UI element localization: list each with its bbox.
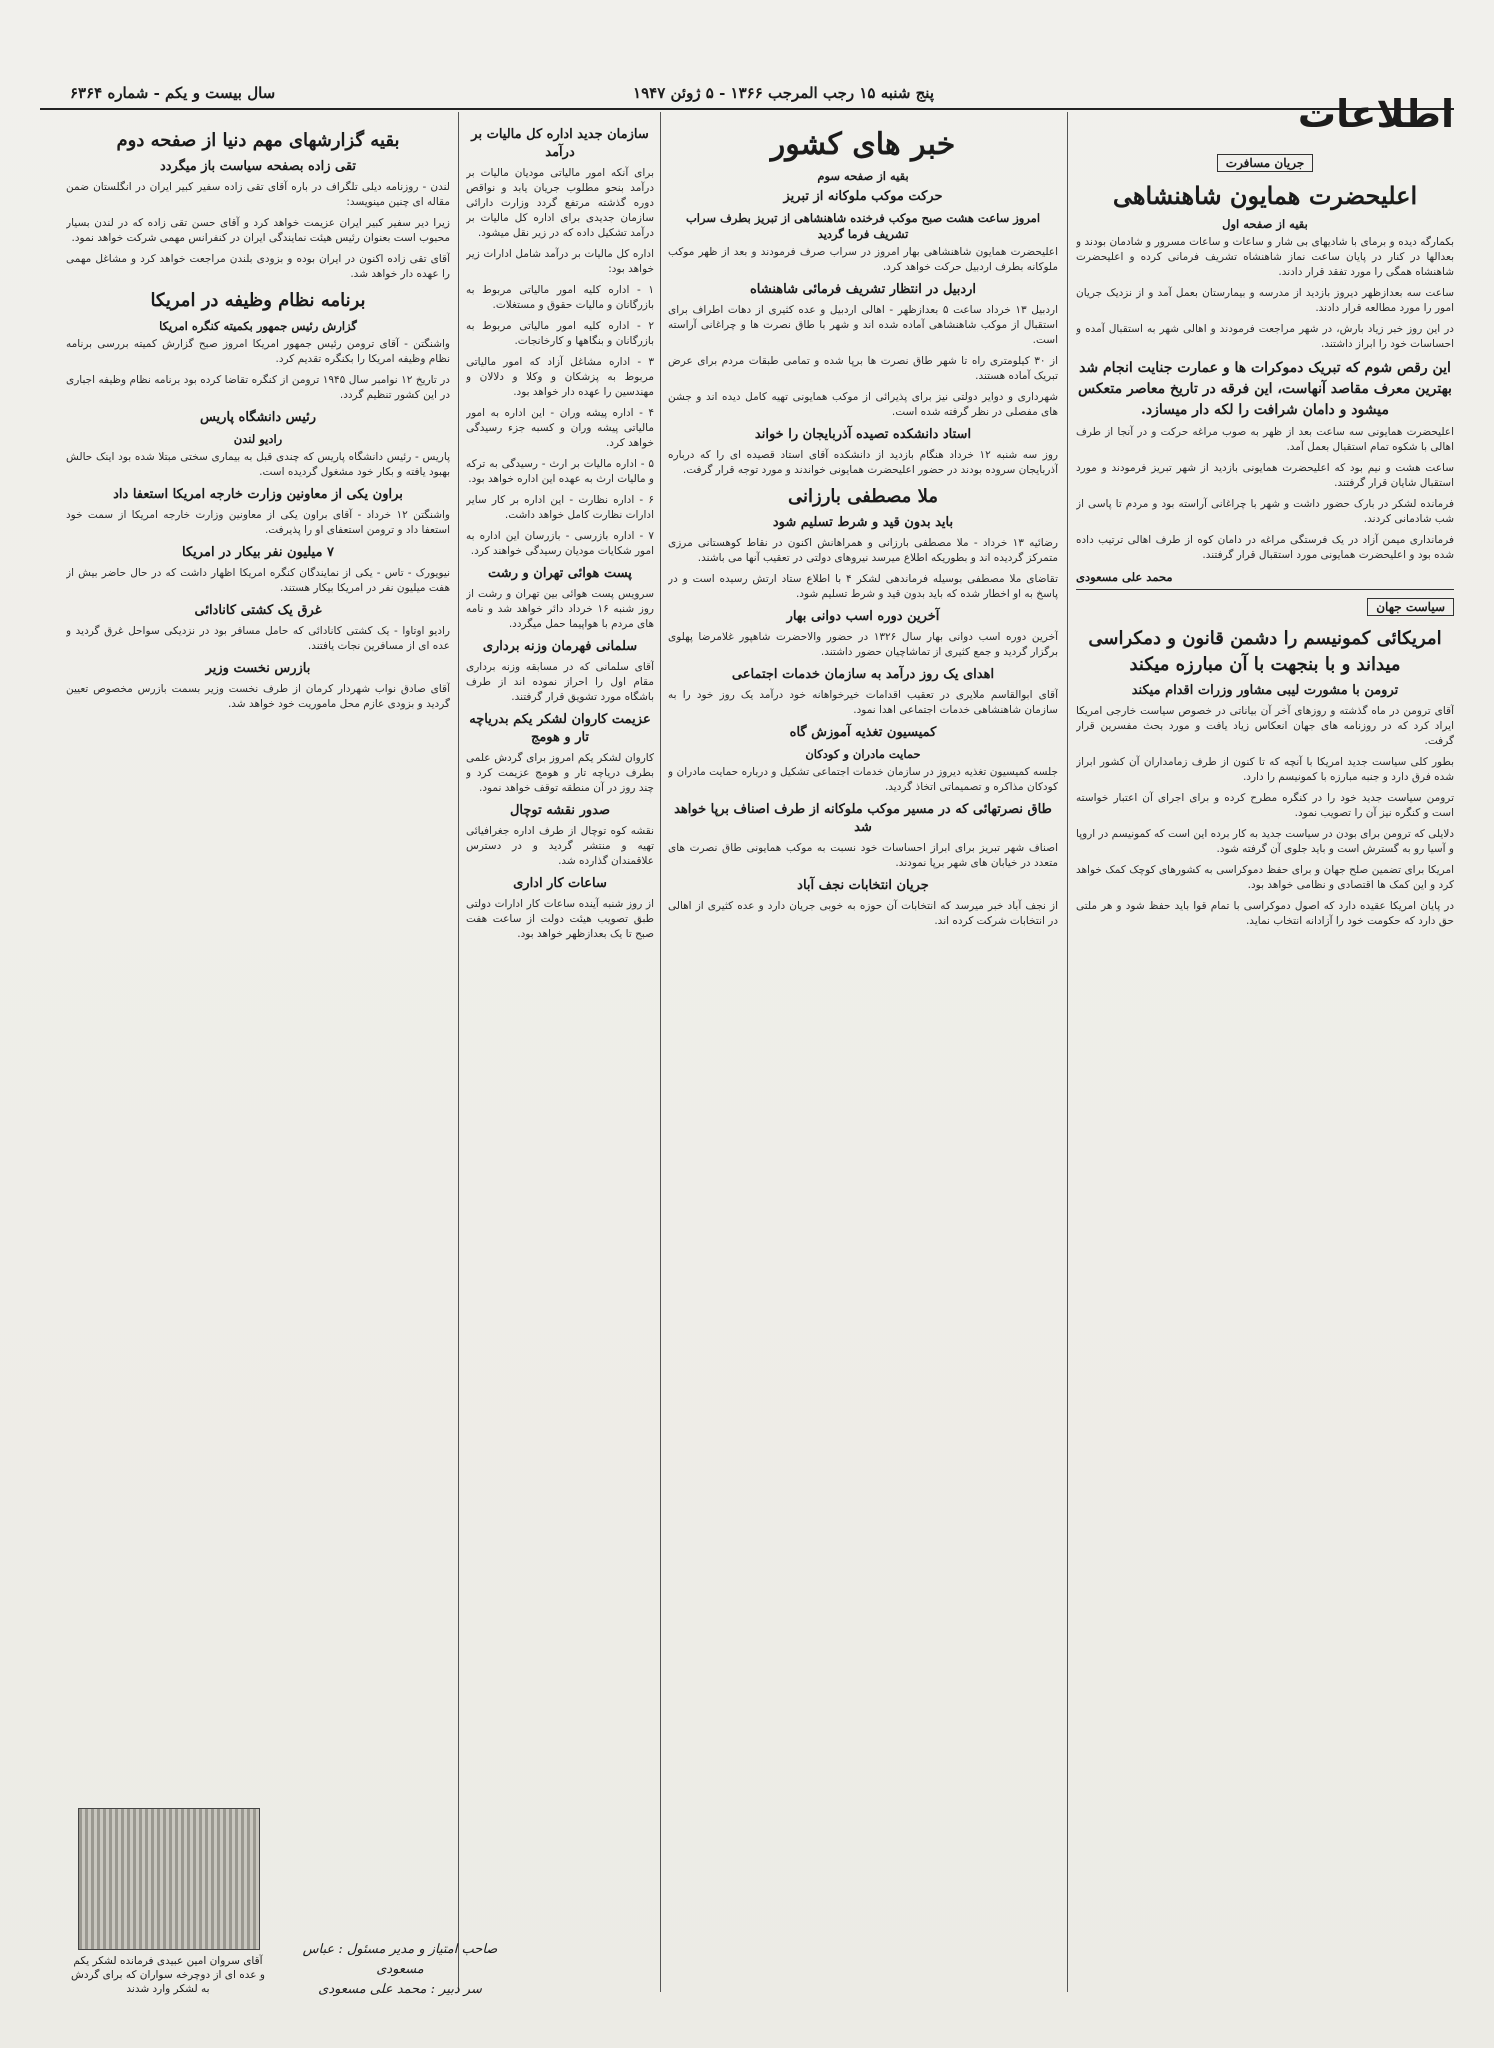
subheadline: رادیو لندن — [233, 432, 283, 446]
byline: محمد علی مسعودی — [1076, 570, 1173, 584]
article-paragraph: سرویس پست هوائی بین تهران و رشت از روز شنبه ۱۶ خرداد دائر خواهد شد و نامه های مردم با هواپیما حمل میگردد. — [466, 588, 654, 630]
article-paragraph: ۴ - اداره پیشه وران - این اداره به امور مالیاتی پیشه وران و کسبه جزء رسیدگی خواهد کرد. — [466, 407, 654, 449]
headline: تقی زاده بصفحه سیاست باز میگردد — [159, 159, 357, 174]
article-paragraph: اردبیل ۱۳ خرداد ساعت ۵ بعدازظهر - اهالی اردبیل و عده کثیری از دهات اطراف برای استقبال از موکب شاهنشاهی آماده شده اند و شهر با طاق نصرت ها و چراغانی آراسته است. — [668, 304, 1058, 346]
article-paragraph: اعلیحضرت همایون شاهنشاهی بهار امروز در سراب صرف فرمودند و بعد از ظهر موکب ملوکانه بطرف اردبیل حرکت خواهد کرد. — [668, 246, 1058, 273]
headline: اهدای یک روز درآمد به سازمان خدمات اجتماعی — [731, 667, 995, 682]
column-domestic-news — [668, 122, 1058, 1990]
column-divider — [660, 112, 661, 1992]
article-paragraph: ۵ - اداره مالیات بر ارث - رسیدگی به ترکه و مالیات ارث به عهده این اداره خواهد بود. — [466, 458, 654, 485]
article-paragraph: تقاضای ملا مصطفی بوسیله فرماندهی لشکر ۴ با اطلاع ستاد ارتش رسیده است و در پاسخ به او اخطار شده که باید بدون قید و شرط تسلیم شود. — [668, 573, 1058, 600]
subheadline: حمایت مادران و کودکان — [805, 747, 921, 761]
headline: بازرس نخست وزیر — [205, 661, 311, 676]
article-paragraph: ترومن سیاست جدید خود را در کنگره مطرح کرده و برای اجرای آن اعتبار خواسته است و کنگره نیز آن را تصویب نمود. — [1076, 792, 1454, 819]
headline: اعلیحضرت همایون شاهنشاهی — [1112, 181, 1418, 210]
article-paragraph: از روز شنبه آینده ساعات کار ادارات دولتی طبق تصویب هیئت دولت از ساعت هفت صبح تا یک بعدازظهر خواهد بود. — [466, 898, 654, 940]
issue-number: سال بیست و یکم - شماره ۶۳۶۴ — [70, 84, 276, 102]
article-paragraph: اصناف شهر تبریز برای ابراز احساسات خود نسبت به موکب همایونی طاق نصرت های متعدد در خیابان های شهر برپا نمودند. — [668, 842, 1058, 869]
article-paragraph: رادیو اوتاوا - یک کشتی کانادائی که حامل مسافر بود در نزدیکی سواحل غرق گردید و عده ای از مسافرین نجات یافتند. — [66, 625, 450, 652]
headline: امریکائی کمونیسم را دشمن قانون و دمکراسی میداند و با بنجهت با آن مبارزه میکند — [1088, 628, 1442, 675]
article-paragraph: پاریس - رئیس دانشگاه پاریس که چندی قبل به بیماری سختی مبتلا شده بود اینک حالش بهبود یافته و بکار خود مشغول گردیده است. — [66, 451, 450, 478]
headline: ساعات کار اداری — [513, 876, 607, 891]
column-divider — [458, 112, 459, 1992]
article-paragraph: بطور کلی سیاست جدید امریکا با آنچه که تا کنون از طرف زمامداران آن کشور ابراز شده فرق دارد و جنبه مبارزه با کمونیسم را دارد. — [1076, 756, 1454, 783]
headline: غرق یک کشتی کانادائی — [194, 603, 322, 618]
headline: پست هوائی تهران و رشت — [488, 566, 632, 581]
subheadline: گزارش رئیس جمهور بکمیته کنگره امریکا — [159, 319, 357, 333]
column-tax-office — [466, 122, 654, 1990]
article-paragraph: آقای ترومن در ماه گذشته و روزهای آخر آن بیاناتی در خصوص سیاست خارجی امریکا ایراد کرد که در روزنامه های جهان انعکاس زیاد یافت و مورد بحث مفسرین قرار گرفت. — [1076, 705, 1454, 747]
article-paragraph: اداره کل مالیات بر درآمد شامل ادارات زیر خواهد بود: — [466, 248, 654, 275]
article-paragraph: در این روز خبر زیاد بارش، در شهر مراجعت فرمودند و اهالی شهر به استقبال آمده و احساسات خود را ابراز داشتند. — [1076, 323, 1454, 350]
headline: صدور نقشه توچال — [509, 803, 610, 818]
column-divider — [1067, 112, 1068, 1992]
article-paragraph: در پایان امریکا عقیده دارد که اصول دموکراسی با تمام قوا باید حفظ شود و هر ملتی حق دارد که حکومت خود را آزادانه انتخاب نماید. — [1076, 900, 1454, 927]
article-paragraph: آقای ابوالقاسم ملایری در تعقیب اقدامات خیرخواهانه خود درآمد یک روز خود را به سازمان شاهنشاهی خدمات اجتماعی اهدا نمود. — [668, 689, 1058, 716]
headline: سلمانی فهرمان وزنه برداری — [482, 639, 638, 654]
article-paragraph: ۳ - اداره مشاغل آزاد که امور مالیاتی مربوط به پزشکان و وکلا و دلالان و مهندسین را عهده دار خواهد بود. — [466, 356, 654, 398]
headline: کمیسیون تغذیه آموزش گاه — [789, 725, 937, 740]
article-paragraph: امریکا برای تضمین صلح جهان و برای حفظ دموکراسی به کشورهای کوچک کمک خواهد کرد و این کمک ها اقتصادی و نظامی خواهد بود. — [1076, 864, 1454, 891]
article-paragraph: ۱ - اداره کلیه امور مالیاتی مربوط به بازرگانان و مالیات حقوق و مستغلات. — [466, 284, 654, 311]
article-paragraph: از ۳۰ کیلومتری راه تا شهر طاق نصرت ها برپا شده و تمامی طبقات مردم برای عرض تبریک آماده هستند. — [668, 355, 1058, 382]
article-paragraph: بکمارگه دیده و برمای با شادیهای بی شار و ساعات و ساعات مسرور و شادمان بودند و بعدالها در کنار در پایان ساعت نماز شاهنشاه تشریف فرمانی کرده و اعلیحضرت شاهنشاه همگی را مورد تفقد قرار دادند. — [1076, 236, 1454, 278]
highlight-paragraph: این رقص شوم که تبریک دموکرات ها و عمارت جنایت انجام شد بهترین معرف مقاصد آنهاست، این فرقه در تاریخ معاصر متعکس میشود و دامان شرافت را لکه دار میسازد. — [1078, 360, 1452, 418]
headline: اردبیل در انتظار تشریف فرمائی شاهنشاه — [749, 282, 977, 297]
headline: عزیمت کاروان لشکر یکم بدریاچه تار و هومج — [469, 712, 651, 745]
article-paragraph: نیویورک - تاس - یکی از نمایندگان کنگره امریکا اظهار داشت که در حال حاضر بیش از هفت میلیون نفر در امریکا بیکار هستند. — [66, 567, 450, 594]
headline: ملا مصطفی بارزانی — [788, 486, 938, 507]
continued-note: بقیه از صفحه سوم — [817, 169, 909, 183]
article-paragraph: کاروان لشکر یکم امروز برای گردش علمی بطرف دریاچه تار و هومج عزیمت کرد و چند روز در آن منطقه توقف خواهد نمود. — [466, 752, 654, 794]
article-paragraph: فرمانداری میمن آزاد در یک فرستگی مراغه در دامان کوه از طرف اهالی ترتیب داده شده بود و اعلیحضرت همایونی مورد استقبال قرار گرفتند. — [1076, 534, 1454, 561]
article-paragraph: برای آنکه امور مالیاتی مودیان مالیات بر درآمد بنحو مطلوب جریان یابد و نواقص دوره گذشته مرتفع گردد وزارت دارائی سازمان جدیدی برای اداره کل مالیات بر درآمد تشکیل داده که در زیر نقل میشود. — [466, 167, 654, 239]
photo-caption: آقای سروان امین عبیدی فرمانده لشکر یکم و عده ای از دوچرخه سواران که برای گردش به لشکر وارد شدند — [71, 1955, 265, 1995]
headline: برنامه نظام وظیفه در امریکا — [150, 290, 366, 311]
article-paragraph: ۷ - اداره بازرسی - بازرسان این اداره به امور شکایات مودیان رسیدگی خواهند کرد. — [466, 530, 654, 557]
article-paragraph: جلسه کمیسیون تغذیه دیروز در سازمان خدمات اجتماعی تشکیل و درباره حمایت مادران و کودکان مذاکره و تصمیماتی اتخاذ گردید. — [668, 766, 1058, 793]
headline: خبر های کشور — [770, 127, 956, 162]
article-paragraph: در تاریخ ۱۲ نوامبر سال ۱۹۴۵ ترومن از کنگره تقاضا کرده بود برنامه نظام وظیفه اجباری در این کشور تنظیم گردد. — [66, 374, 450, 401]
section-label: سیاست جهان — [1367, 598, 1454, 616]
article-paragraph: شهرداری و دوایر دولتی نیز برای پذیرائی از موکب همایونی تهیه کامل دیده اند و جشن های مفصلی در نظر گرفته شده است. — [668, 391, 1058, 418]
article-paragraph: دلایلی که ترومن برای بودن در سیاست جدید به کار برده این است که کمونیسم در اروپا و آسیا رو به گسترش است و باید جلوی آن گرفته شود. — [1076, 828, 1454, 855]
article-paragraph: رضائیه ۱۳ خرداد - ملا مصطفی بارزانی و همراهانش اکنون در نقاط کوهستانی مرزی متمرکز گردیده اند و بطوریکه اطلاع میرسد نیروهای دولتی در تعقیب آنها می باشند. — [668, 537, 1058, 564]
headline: براون یکی از معاونین وزارت خارجه امریکا استعفا داد — [113, 487, 403, 502]
article-paragraph: اعلیحضرت همایونی سه ساعت بعد از ظهر به صوب مراغه حرکت و در آنجا از طرف اهالی با شکوه تمام استقبال بعمل آمد. — [1076, 426, 1454, 453]
subheadline: ترومن با مشورت لیبی مشاور وزرات اقدام میکند — [1131, 683, 1399, 698]
article-paragraph: نقشه کوه توچال از طرف اداره جغرافیائی تهیه و منتشر گردید و در دسترس علاقمندان گذارده شد. — [466, 825, 654, 867]
column-world-reports — [66, 122, 450, 1802]
issue-date: پنج شنبه ۱۵ رجب المرجب ۱۳۶۶ - ۵ ژوئن ۱۹۴۷ — [633, 84, 934, 102]
divider — [1076, 589, 1454, 590]
article-paragraph: آقای تقی زاده اکنون در ایران بوده و بزودی بلندن مراجعت خواهد کرد و مشاغل مهمی را عهده دار خواهد شد. — [66, 253, 450, 280]
article-paragraph: آخرین دوره اسب دوانی بهار سال ۱۳۲۶ در حضور والاحضرت شاهپور غلامرضا پهلوی برگزار گردید و جمع کثیری از تماشاچیان حضور داشتند. — [668, 631, 1058, 658]
article-paragraph: ۲ - اداره کلیه امور مالیاتی مربوط به بازرگانان و بنگاهها و کارخانجات. — [466, 320, 654, 347]
headline: رئیس دانشگاه پاریس — [199, 410, 317, 425]
headline: استاد دانشکده تصیده آذربایجان را خواند — [754, 427, 972, 442]
headline: آخرین دوره اسب دوانی بهار — [786, 609, 940, 624]
article-paragraph: آقای سلمانی که در مسابقه وزنه برداری مقام اول را احراز نموده اند از طرف باشگاه مورد تشویق قرار گرفتند. — [466, 661, 654, 703]
publisher-name: صاحب امتیاز و مدیر مسئول : عباس مسعودی — [302, 1942, 498, 1977]
headline: سازمان جدید اداره کل مالیات بر درآمد — [471, 127, 649, 160]
article-paragraph: ۶ - اداره نظارت - این اداره بر کار سایر ادارات نظارت کامل خواهد داشت. — [466, 494, 654, 521]
headline: ۷ میلیون نفر بیکار در امریکا — [182, 545, 334, 560]
article-paragraph: روز سه شنبه ۱۲ خرداد هنگام بازدید از دانشکده آقای استاد قصیده ای را که درباره آذربایجان سروده بودند در حضور اعلیحضرت همایونی خواندند و مورد توجه قرار گرفت. — [668, 449, 1058, 476]
column-royal-travel — [1076, 150, 1454, 1990]
subheadline: باید بدون قید و شرط تسلیم شود — [772, 515, 954, 530]
page-header — [40, 78, 1454, 110]
subheadline: امروز ساعت هشت صبح موکب فرخنده شاهنشاهی از تبریز بطرف سراب تشریف فرما گردید — [685, 211, 1041, 241]
article-paragraph: آقای صادق نواب شهردار کرمان از طرف نخست وزیر بسمت بازرس مخصوص تعیین گردید و بزودی عازم محل ماموریت خود خواهد شد. — [66, 683, 450, 710]
article-paragraph: واشنگتن ۱۲ خرداد - آقای براون یکی از معاونین وزارت خارجه امریکا از سمت خود استعفا داد و ترومن استعفای او را پذیرفت. — [66, 509, 450, 536]
continued-note: بقیه از صفحه اول — [1222, 217, 1308, 231]
article-paragraph: فرمانده لشکر در بارک حضور داشت و شهر با چراغانی آراسته بود و مردم تا پاسی از شب شادمانی کردند. — [1076, 498, 1454, 525]
article-paragraph: زیرا دیر سفیر کبیر ایران عزیمت خواهد کرد و آقای حسن تقی زاده که در لندن بسیار محبوب است بعنوان رئیس هیئت نمایندگی ایران در کنفرانس مهمی شرکت خواهد نمود. — [66, 217, 450, 244]
article-paragraph: ساعت هشت و نیم بود که اعلیحضرت همایونی بازدید از شهر تبریز فرمودند و مورد استقبال شایان قرار گرفتند. — [1076, 462, 1454, 489]
article-paragraph: از نجف آباد خبر میرسد که انتخابات آن حوزه به خوبی جریان دارد و عده کثیری از اهالی در انتخابات شرکت کرده اند. — [668, 900, 1058, 927]
publisher-signature — [290, 1940, 510, 2000]
newspaper-logo: اطلاعات — [1297, 92, 1454, 136]
headline: طاق نصرتهائی که در مسیر موکب ملوکانه از طرف اصناف برپا خواهد شد — [674, 802, 1052, 835]
headline: حرکت موکب ملوکانه از تبریز — [783, 189, 943, 204]
article-paragraph: ساعت سه بعدازظهر دیروز بازدید از مدرسه و بیمارستان بعمل آمد و از نزدیک جریان امور را مورد مطالعه قرار دادند. — [1076, 287, 1454, 314]
section-label: جریان مسافرت — [1217, 154, 1313, 172]
article-paragraph: لندن - روزنامه دیلی تلگراف در باره آقای تقی زاده سفیر کبیر ایران در انگلستان ضمن مقاله ای چنین مینویسد: — [66, 181, 450, 208]
headline: بقیه گزارشهای مهم دنیا از صفحه دوم — [116, 130, 400, 151]
headline: جریان انتخابات نجف آباد — [797, 878, 929, 893]
article-paragraph: واشنگتن - آقای ترومن رئیس جمهور امریکا امروز صبح گزارش کمیته بررسی برنامه نظام وظیفه امریکا را بکنگره تقدیم کرد. — [66, 338, 450, 365]
news-photo — [78, 1808, 260, 1950]
editor-name: سر دبیر : محمد علی مسعودی — [318, 1982, 482, 1997]
